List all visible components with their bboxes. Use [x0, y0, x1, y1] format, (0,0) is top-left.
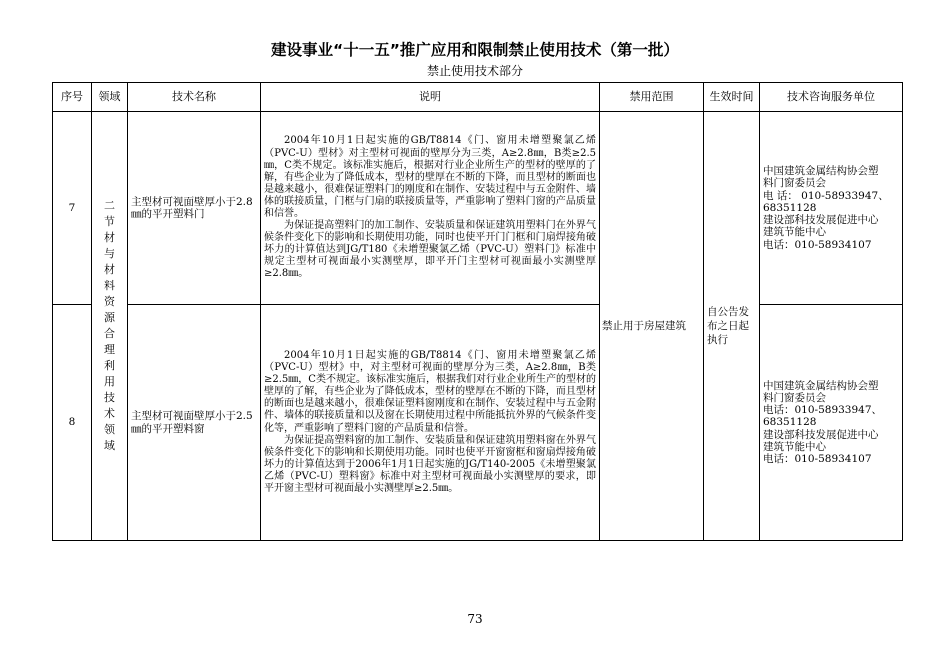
unit-line: 68351128: [763, 201, 817, 214]
header-desc: 说明: [261, 83, 600, 112]
row-service-unit: [760, 112, 903, 305]
header-effective: 生效时间: [704, 83, 760, 112]
header-domain: 领域: [92, 83, 128, 112]
unit-line: 料门窗委员会: [763, 391, 826, 404]
document-subtitle: 禁止使用技术部分: [426, 64, 523, 78]
table-header-row: [53, 83, 903, 112]
row-tech-name: 主型材可视面壁厚小于2.8㎜的平开塑料门: [128, 112, 261, 305]
table-row: [53, 305, 903, 541]
description-paragraph: 为保证提高塑料窗的加工制作、安装质量和保证建筑用塑料窗在外界气候条件变化下的影响和长期使用功能。同时也使平开窗窗框和窗扇焊接角破坏力的计算值达到于2006年1月1日起实施的JG/T140-2005《未增塑聚氯乙烯（PVC-U）塑料窗》标准中对主型材可视面最小实测壁厚的要求，即平开窗主型材可视面最小实测壁厚≥2.5㎜。: [264, 434, 596, 494]
unit-line: 建设部科技发展促进中心: [763, 214, 879, 227]
effective-cell: 自公告发布之日起执行: [704, 112, 760, 541]
unit-line: 电话：010-58934107: [763, 238, 872, 251]
unit-line: 68351128: [763, 416, 817, 429]
description-paragraph: 为保证提高塑料门的加工制作、安装质量和保证建筑用塑料门在外界气候条件变化下的影响和长期使用功能，同时也使平开门门框和门扇焊接角破坏力的计算值达到JG/T180《未增塑聚氯乙烯（PVC-U）塑料门》标准中规定主型材可视面最小实测壁厚，即平开门主型材可视面最小实测壁厚≥2.8㎜。: [264, 220, 596, 280]
unit-line: 中国建筑金属结构协会塑: [763, 379, 879, 392]
domain-cell: [92, 112, 128, 541]
domain-label: 二 节 材 与 材 料 资 源 合 理 利 用 技 术 领 域: [104, 199, 115, 452]
table-row: [53, 112, 903, 305]
scope-cell: 禁止用于房屋建筑: [600, 112, 704, 541]
unit-line: 料门窗委员会: [763, 177, 826, 190]
unit-line: 建筑节能中心: [763, 440, 826, 453]
header-scope: 禁用范围: [600, 83, 704, 112]
row-service-unit: [760, 305, 903, 541]
unit-line: 电 话： 010-58933947、: [763, 189, 889, 202]
header-name: 技术名称: [128, 83, 261, 112]
unit-line: 电话：010-58934107: [763, 453, 872, 465]
header-unit: 技术咨询服务单位: [760, 83, 903, 112]
row-tech-name: 主型材可视面壁厚小于2.5㎜的平开塑料窗: [128, 305, 261, 541]
description-paragraph: 2004年10月1日起实施的GB/T8814《门、窗用未增塑聚氯乙烯（PVC-U）型材》对主型材可视面的壁厚分为三类，A≥2.8㎜，B类≥2.5㎜，C类不规定。该标准实施后，根据对行业企业所生产的型材的壁厚的了解，有些企业为了降低成本，型材的壁厚在不断的下降，而且型材的断面也是越来越小，很难保证塑料门的刚度和在制作、安装过程中与五金附件、墙体的联接质量，门框与门扇的联接质量等，严重影响了塑料门窗的产品质量和信誉。: [264, 135, 596, 219]
row-seq: 7: [53, 112, 92, 305]
description-paragraph: 2004年10月1日起实施的GB/T8814《门、窗用未增塑聚氯乙烯（PVC-U）型材》中，对主型材可视面的壁厚分为三类，A≥2.8㎜，B类≥2.5㎜，C类不规定。该标准实施后，根据我们对行业企业所生产的型材的壁厚的了解，有些企业为了降低成本，型材的壁厚在不断的下降，而且型材的断面也是越来越小，很难保证塑料窗刚度和在制作、安装过程中与五金附件、墙体的联接质量和以及窗在长期使用过程中所能抵抗外界的气候条件变化等，严重影响了塑料门窗的产品质量和信誉。: [264, 349, 596, 434]
row-description: [261, 112, 600, 305]
unit-line: 建设部科技发展促进中心: [763, 428, 879, 441]
page-number: 73: [467, 612, 483, 626]
document-title: 建设事业“十一五”推广应用和限制禁止使用技术（第一批）: [271, 41, 679, 59]
row-seq: 8: [53, 305, 92, 541]
unit-line: 建筑节能中心: [763, 226, 826, 239]
row-description: [261, 305, 600, 541]
header-seq: 序号: [53, 83, 92, 112]
technology-table: [52, 82, 903, 541]
unit-line: 电话：010-58933947、: [763, 404, 883, 417]
unit-line: 中国建筑金属结构协会塑: [763, 165, 879, 178]
